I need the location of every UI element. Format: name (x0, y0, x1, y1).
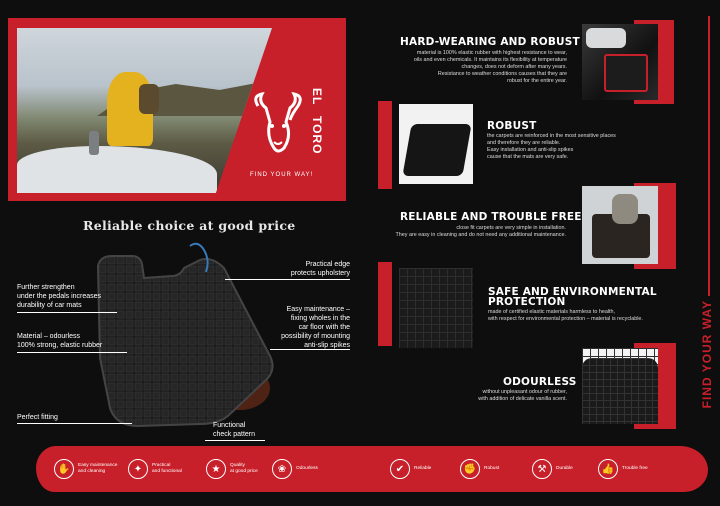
side-find-your-way: FIND YOUR WAY (700, 300, 714, 409)
benefit-easy-maintenance: ✋ Easy maintenance and cleaning (54, 454, 117, 484)
strength-icon: ✊ (460, 459, 480, 479)
benefit-practical: ✦ Practical and functional (128, 454, 182, 484)
feature-image-mat-corner (399, 104, 473, 184)
side-accent-line (708, 16, 710, 296)
bull-head-icon (248, 92, 308, 164)
feature-title-robust: ROBUST (487, 120, 537, 132)
quality-badge-icon: ★ (206, 459, 226, 479)
label-practical-edge: Practical edge protects upholstery (290, 261, 350, 277)
label-further-strengthen: Further strengthen under the pedals increases durability of car mats (17, 284, 102, 309)
feature-desc-safe: made of certified elastic materials harmless to health, with respect for environmental protection – material is recyclable. (488, 309, 643, 322)
leader-line (270, 349, 350, 350)
hammer-icon: ⚒ (532, 459, 552, 479)
logo-el: EL (310, 88, 324, 106)
label-perfect-fitting: Perfect fitting (17, 414, 58, 421)
feature-image-installed-mat (582, 186, 658, 264)
benefits-strip (36, 446, 708, 492)
feature-desc-reliable: close fit carpets are very simple in installation. They are easy in cleaning and do not need any additional maintenance. (395, 225, 566, 238)
leader-line (225, 279, 350, 280)
benefit-trouble-free: 👍 Trouble free (598, 454, 648, 484)
subhead: Reliable choice at good price (83, 218, 296, 233)
feature-title-odourless: ODOURLESS (503, 376, 577, 388)
feature-title-reliable: RELIABLE AND TROUBLE FREE (400, 211, 582, 223)
hand-cleaning-icon: ✋ (54, 459, 74, 479)
benefit-odourless: ❀ Odourless (272, 454, 318, 484)
logo-toro: TORO (310, 116, 324, 155)
shield-check-icon: ✔ (390, 459, 410, 479)
feature-desc-robust: the carpets are reinforced in the most sensitive places and therefore they are reliable. Easy installation and anti-slip spikes cause that the mats are very safe. (487, 133, 616, 160)
thumbs-up-icon: 👍 (598, 459, 618, 479)
feature-image-grid-closeup (399, 268, 473, 348)
car-mat-illustration (80, 238, 290, 438)
feature-image-mat-edge (582, 348, 658, 424)
label-material: Material – odourless 100% strong, elastic rubber (17, 333, 103, 349)
feature-red-accent (378, 262, 392, 346)
feature-desc-odourless: without unpleasant odour of rubber, with addition of delicate vanilla scent. (478, 389, 567, 402)
el-toro-logo (248, 88, 328, 192)
leader-line (205, 440, 265, 441)
benefit-reliable: ✔ Reliable (390, 454, 431, 484)
feature-title-hard-wearing: HARD-WEARING AND ROBUST (400, 36, 580, 48)
leader-line (17, 423, 132, 424)
leader-line (17, 312, 117, 313)
odourless-icon: ❀ (272, 459, 292, 479)
label-check-pattern: Functional check pattern (213, 422, 256, 438)
benefit-robust: ✊ Robust (460, 454, 499, 484)
benefit-quality: ★ Quality at good price (206, 454, 258, 484)
leader-line (17, 352, 127, 353)
car-mat-icon: ✦ (128, 459, 148, 479)
feature-desc-hard-wearing: material is 100% elastic rubber with highest resistance to wear, oils and even chemicals. It maintains its flexibility at temperature changes, does not deform after many years. Resistance to weather conditions causes that they are robust for the entire year. (413, 50, 567, 84)
logo-tagline: FIND YOUR WAY! (250, 172, 314, 178)
label-easy-maintenance: Easy maintenance – fixing wholes in the car floor with the possibility of mounting anti-slip spikes (281, 306, 350, 349)
benefit-durable: ⚒ Durable (532, 454, 573, 484)
feature-title-safe: SAFE AND ENVIRONMENTAL PROTECTION (488, 286, 657, 308)
feature-image-car-interior (582, 24, 658, 100)
feature-red-accent (378, 101, 392, 189)
